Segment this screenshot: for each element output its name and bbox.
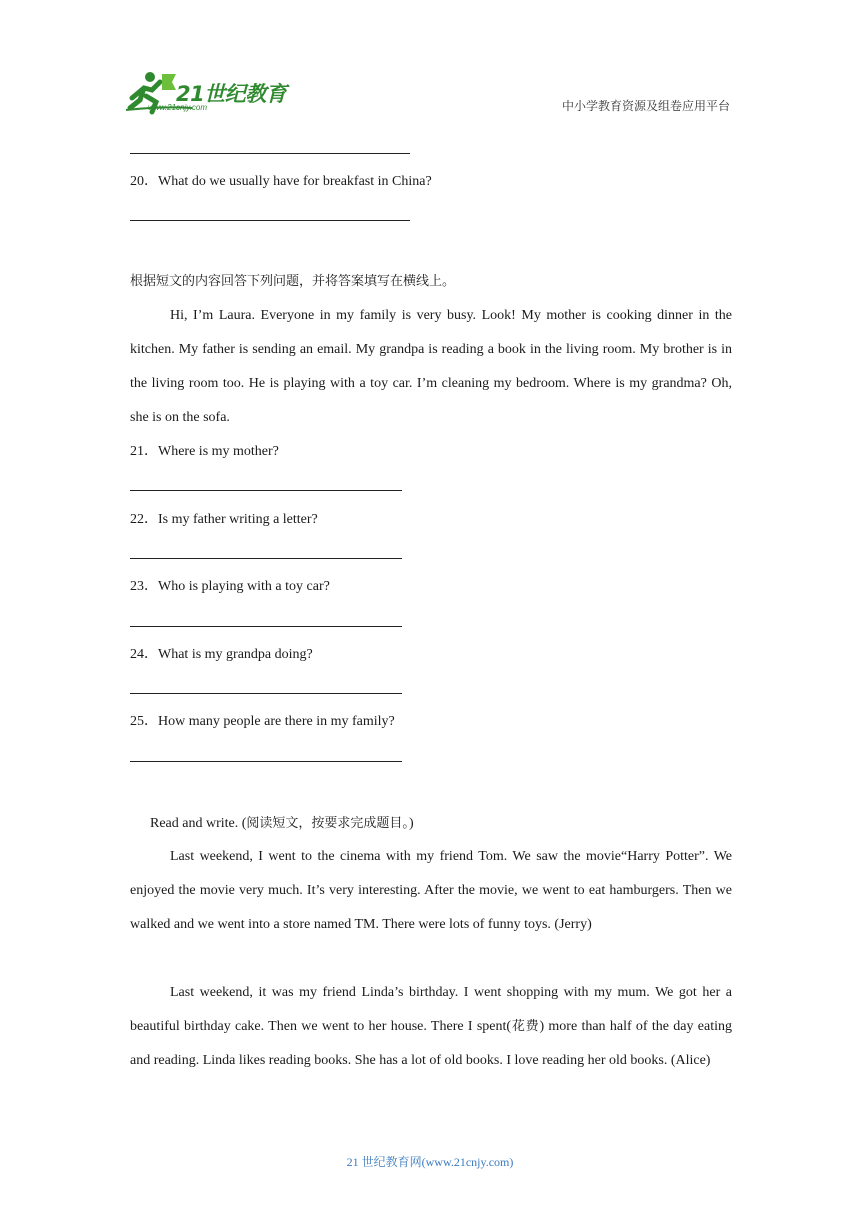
question-22 bbox=[130, 511, 318, 529]
reading-passage bbox=[130, 299, 732, 435]
question-number: 25． bbox=[130, 714, 158, 729]
answer-line-19[interactable] bbox=[130, 153, 410, 154]
question-21 bbox=[130, 443, 279, 461]
question-24 bbox=[130, 646, 313, 664]
section-title-en: Read and write. ( bbox=[150, 816, 247, 831]
question-text: Who is playing with a toy car? bbox=[158, 579, 330, 594]
answer-line-23[interactable] bbox=[130, 626, 402, 627]
page-footer: 21 世纪教育网(www.21cnjy.com) bbox=[346, 1155, 514, 1169]
passage-text-b: ) more than half of the day eating and reading. Linda likes reading books. She has a lot of old books. I love reading her old books. (Alice) bbox=[130, 1019, 732, 1068]
answer-line-22[interactable] bbox=[130, 558, 402, 559]
passage-alice bbox=[130, 976, 732, 1078]
passage-text: Last weekend, I went to the cinema with my friend Tom. We saw the movie“Harry Potter”. We enjoyed the movie very much. It’s very interesting. After the movie, we went to eat hamburgers. Then we walked and we went into a store named TM. There were lots of funny toys. (Jerry) bbox=[130, 849, 732, 932]
question-number: 21． bbox=[130, 444, 158, 459]
question-25 bbox=[130, 713, 395, 731]
header-tagline: 中小学教育资源及组卷应用平台 bbox=[561, 99, 730, 113]
answer-line-25[interactable] bbox=[130, 761, 402, 762]
logo-text: 21世纪教育 bbox=[176, 82, 287, 106]
passage-text: Hi, I’m Laura. Everyone in my family is very busy. Look! My mother is cooking dinner in the kitchen. My father is sending an email. My grandpa is reading a book in the living room. My brother is in the living room too. He is playing with a toy car. I’m cleaning my bedroom. Where is my grandma? Oh, she is on the sofa. bbox=[130, 308, 732, 425]
passage-text-a: Last weekend, it was my friend Linda’s birthday. I went shopping with my mum. We got her a beautiful birthday cake. Then we went to her house. There I spent( bbox=[130, 985, 732, 1034]
logo-url: www.21cnjy.com bbox=[148, 103, 207, 112]
site-logo bbox=[122, 68, 302, 116]
question-text: Is my father writing a letter? bbox=[158, 512, 318, 527]
section-title-end: ) bbox=[408, 816, 414, 831]
answer-line-24[interactable] bbox=[130, 693, 402, 694]
question-20 bbox=[130, 173, 432, 191]
section-title bbox=[150, 815, 414, 833]
question-text: What is my grandpa doing? bbox=[158, 647, 313, 662]
section-title-cn: 阅读短文，按要求完成题目。 bbox=[246, 816, 409, 831]
answer-line-21[interactable] bbox=[130, 490, 402, 491]
question-23 bbox=[130, 578, 330, 596]
question-text: Where is my mother? bbox=[158, 444, 279, 459]
question-number: 24． bbox=[130, 647, 158, 662]
question-text: How many people are there in my family? bbox=[158, 714, 395, 729]
passage-jerry bbox=[130, 840, 732, 942]
question-number: 20． bbox=[130, 174, 158, 189]
question-text: What do we usually have for breakfast in China? bbox=[158, 174, 432, 189]
question-number: 23． bbox=[130, 579, 158, 594]
section-instruction: 根据短文的内容回答下列问题，并将答案填写在横线上。 bbox=[130, 274, 456, 289]
passage-text-cn: 花费 bbox=[511, 1019, 540, 1034]
question-number: 22． bbox=[130, 512, 158, 527]
answer-line-20[interactable] bbox=[130, 220, 410, 221]
